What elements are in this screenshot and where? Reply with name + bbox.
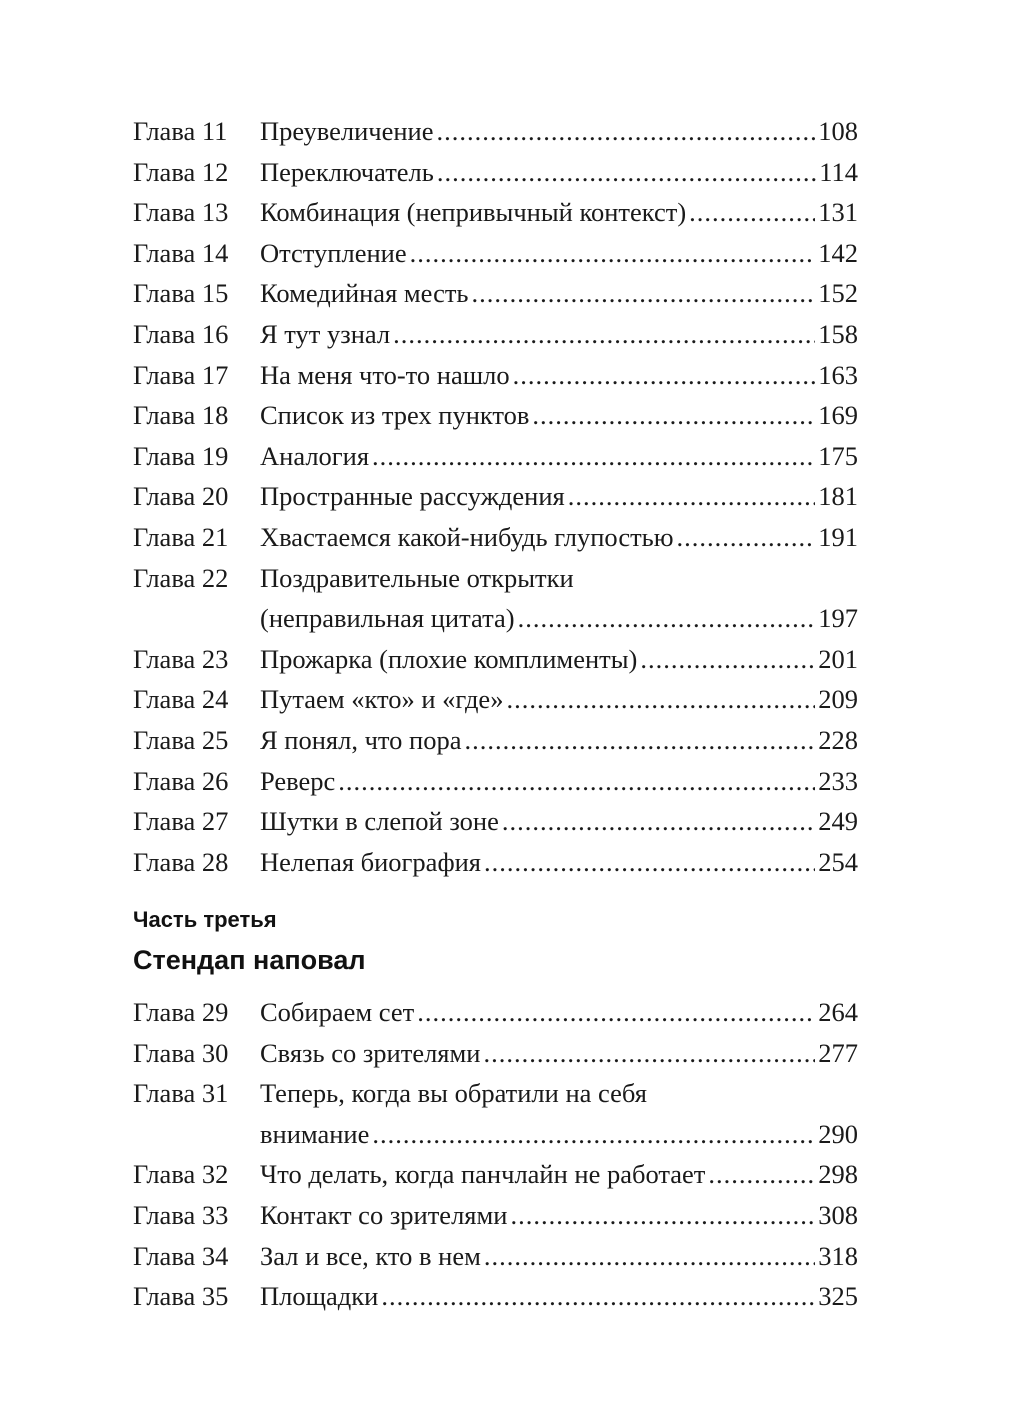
- chapter-number: Глава 13: [133, 197, 229, 228]
- page-number: 308: [818, 1199, 858, 1230]
- page-number: 152: [818, 278, 858, 309]
- title-line: [260, 436, 858, 477]
- page-number: 249: [818, 806, 858, 837]
- page-number: 142: [818, 237, 858, 268]
- toc-entry[interactable]: [133, 679, 858, 720]
- page-number: 181: [818, 481, 858, 512]
- dot-leader: [417, 992, 815, 1033]
- page-number: 325: [818, 1281, 858, 1312]
- title-line: [260, 476, 858, 517]
- title-line: [260, 517, 858, 558]
- page-number: 108: [818, 116, 858, 146]
- dot-leader: [708, 1154, 815, 1195]
- chapter-number: Глава 18: [133, 400, 229, 431]
- title-line: [260, 192, 858, 233]
- chapter-title: Комедийная месть: [260, 278, 469, 309]
- title-line: [260, 842, 858, 883]
- entry-body: [260, 395, 858, 436]
- entry-body: [260, 1236, 858, 1277]
- title-line: [260, 233, 858, 274]
- dot-leader: [513, 355, 816, 396]
- title-line: [260, 1195, 858, 1236]
- entry-body: [260, 801, 858, 842]
- chapter-number: Глава 20: [133, 481, 229, 512]
- page-number: 209: [818, 684, 858, 715]
- chapter-number: Глава 26: [133, 765, 229, 796]
- toc-entry[interactable]: [133, 842, 858, 883]
- toc-entry[interactable]: [133, 1154, 858, 1195]
- chapter-title: Собираем сет: [260, 997, 415, 1027]
- toc-entry[interactable]: [133, 517, 858, 558]
- dot-leader: [510, 1195, 815, 1236]
- toc-entry[interactable]: [133, 720, 858, 761]
- dot-leader: [437, 152, 816, 193]
- chapter-title: Преувеличение: [260, 116, 434, 146]
- chapter-title: Шутки в слепой зоне: [260, 806, 499, 837]
- title-line: [260, 761, 858, 802]
- toc-entry[interactable]: [133, 192, 858, 233]
- entry-body: [260, 842, 858, 883]
- chapter-number: Глава 14: [133, 237, 229, 268]
- title-line: [260, 395, 858, 436]
- dot-leader: [689, 192, 815, 233]
- title-line: [260, 314, 858, 355]
- dot-leader: [393, 314, 815, 355]
- title-line: [260, 639, 858, 680]
- entry-body: [260, 111, 858, 152]
- page-number: 290: [818, 1118, 858, 1149]
- chapter-title: Прожарка (плохие комплименты): [260, 643, 638, 674]
- chapter-title: Теперь, когда вы обратили на себя: [260, 1078, 647, 1109]
- dot-leader: [532, 395, 815, 436]
- entry-body: [260, 1195, 858, 1236]
- toc-entry[interactable]: [133, 152, 858, 193]
- entry-body: [260, 1073, 858, 1154]
- title-line: [260, 273, 858, 314]
- page-number: 318: [818, 1240, 858, 1271]
- title-line: [260, 1073, 858, 1114]
- page-number: 158: [818, 318, 858, 349]
- entry-body: [260, 314, 858, 355]
- toc-entry[interactable]: [133, 111, 858, 152]
- page-number: 191: [818, 521, 858, 552]
- toc-entry[interactable]: [133, 639, 858, 680]
- title-line: [260, 111, 858, 152]
- toc-entry[interactable]: [133, 273, 858, 314]
- chapter-title: Хвастаемся какой-нибудь глупостью: [260, 521, 674, 552]
- entry-body: [260, 273, 858, 314]
- page-number: 175: [818, 440, 858, 471]
- entry-body: [260, 517, 858, 558]
- chapter-number: Глава 35: [133, 1281, 229, 1312]
- part-title: Стендап наповал: [133, 945, 366, 975]
- title-line: [260, 598, 858, 639]
- toc-entry[interactable]: [133, 233, 858, 274]
- toc-entry[interactable]: [133, 355, 858, 396]
- title-line: [260, 152, 858, 193]
- title-line: [260, 1236, 858, 1277]
- page-number: 163: [818, 359, 858, 390]
- chapter-number: Глава 30: [133, 1037, 229, 1068]
- chapter-number: Глава 34: [133, 1240, 229, 1271]
- chapter-title: Контакт со зрителями: [260, 1199, 508, 1230]
- title-line: [260, 1114, 858, 1155]
- chapter-number: Глава 29: [133, 997, 229, 1027]
- entry-body: [260, 476, 858, 517]
- chapter-number: Глава 16: [133, 318, 229, 349]
- chapter-number: Глава 22: [133, 562, 229, 593]
- entry-body: [260, 679, 858, 720]
- toc-entry[interactable]: [133, 314, 858, 355]
- title-line: [260, 355, 858, 396]
- dot-leader: [483, 1033, 815, 1074]
- page-number: 264: [818, 997, 858, 1027]
- title-line: [260, 1154, 858, 1195]
- dot-leader: [410, 233, 816, 274]
- chapter-number: Глава 33: [133, 1199, 229, 1230]
- chapter-number: Глава 11: [133, 116, 228, 146]
- chapter-title: Я тут узнал: [260, 318, 391, 349]
- title-line: [260, 720, 858, 761]
- chapter-title: Связь со зрителями: [260, 1037, 481, 1068]
- entry-body: [260, 1033, 858, 1074]
- page-number: 233: [818, 765, 858, 796]
- page-number: 228: [818, 724, 858, 755]
- page-number: 201: [818, 643, 858, 674]
- title-line: [260, 801, 858, 842]
- entry-body: [260, 192, 858, 233]
- chapter-number: Глава 28: [133, 846, 229, 877]
- dot-leader: [372, 436, 815, 477]
- entry-body: [260, 558, 858, 639]
- title-line: [260, 992, 858, 1033]
- dot-leader: [677, 517, 816, 558]
- chapter-title: Аналогия: [260, 440, 370, 471]
- dot-leader: [338, 761, 815, 802]
- entry-body: [260, 1154, 858, 1195]
- chapter-title: Путаем «кто» и «где»: [260, 684, 504, 715]
- page-number: 169: [818, 400, 858, 431]
- dot-leader: [502, 801, 815, 842]
- chapter-number: Глава 31: [133, 1078, 229, 1109]
- toc-list-part-three: [133, 992, 858, 1317]
- chapter-number: Глава 12: [133, 156, 229, 187]
- toc-entry[interactable]: [133, 1073, 858, 1154]
- dot-leader: [518, 598, 816, 639]
- chapter-number: Глава 19: [133, 440, 229, 471]
- dot-leader: [381, 1276, 815, 1317]
- toc-entry[interactable]: [133, 558, 858, 639]
- page-number: 254: [818, 846, 858, 877]
- toc-entry[interactable]: [133, 992, 858, 1033]
- chapter-title: Площадки: [260, 1281, 379, 1312]
- chapter-number: Глава 32: [133, 1159, 229, 1190]
- chapter-number: Глава 27: [133, 806, 229, 837]
- dot-leader: [436, 111, 815, 152]
- title-line: [260, 558, 858, 599]
- chapter-number: Глава 23: [133, 643, 229, 674]
- chapter-title: Пространные рассуждения: [260, 481, 565, 512]
- toc-entry[interactable]: [133, 1033, 858, 1074]
- title-line: [260, 1033, 858, 1074]
- entry-body: [260, 233, 858, 274]
- chapter-title: (неправильная цитата): [260, 603, 515, 634]
- toc-entry[interactable]: [133, 1276, 858, 1317]
- dot-leader: [472, 273, 816, 314]
- entry-body: [260, 355, 858, 396]
- toc-entry[interactable]: [133, 801, 858, 842]
- dot-leader: [568, 476, 816, 517]
- entry-body: [260, 992, 858, 1033]
- toc-entry[interactable]: [133, 1236, 858, 1277]
- page-number: 114: [819, 156, 858, 187]
- entry-body: [260, 1276, 858, 1317]
- page-number: 131: [818, 197, 858, 228]
- entry-body: [260, 639, 858, 680]
- chapter-title: Отступление: [260, 237, 407, 268]
- chapter-title: Комбинация (непривычный контекст): [260, 197, 687, 228]
- title-line: [260, 679, 858, 720]
- entry-body: [260, 720, 858, 761]
- page-number: 277: [818, 1037, 858, 1068]
- part-label: Часть третья: [133, 907, 277, 932]
- toc-entry[interactable]: [133, 761, 858, 802]
- entry-body: [260, 152, 858, 193]
- chapter-number: Глава 25: [133, 724, 229, 755]
- toc-entry[interactable]: [133, 436, 858, 477]
- toc-entry[interactable]: [133, 395, 858, 436]
- toc-list-part-two: [133, 111, 858, 882]
- chapter-title: Поздравительные открытки: [260, 562, 574, 593]
- dot-leader: [372, 1114, 815, 1155]
- dot-leader: [640, 639, 815, 680]
- page-number: 298: [818, 1159, 858, 1190]
- dot-leader: [484, 1236, 815, 1277]
- dot-leader: [484, 842, 815, 883]
- chapter-title: Реверс: [260, 765, 336, 796]
- dot-leader: [464, 720, 815, 761]
- chapter-title: Список из трех пунктов: [260, 400, 530, 431]
- chapter-title: Что делать, когда панчлайн не работает: [260, 1159, 706, 1190]
- chapter-number: Глава 21: [133, 521, 229, 552]
- title-line: [260, 1276, 858, 1317]
- chapter-title: Я понял, что пора: [260, 724, 462, 755]
- dot-leader: [506, 679, 815, 720]
- chapter-number: Глава 24: [133, 684, 229, 715]
- chapter-title: На меня что-то нашло: [260, 359, 510, 390]
- chapter-number: Глава 15: [133, 278, 229, 309]
- entry-body: [260, 761, 858, 802]
- chapter-title: Переключатель: [260, 156, 434, 187]
- chapter-number: Глава 17: [133, 359, 229, 390]
- page-number: 197: [818, 603, 858, 634]
- entry-body: [260, 436, 858, 477]
- chapter-title: внимание: [260, 1118, 370, 1149]
- chapter-title: Нелепая биография: [260, 846, 481, 877]
- toc-entry[interactable]: [133, 476, 858, 517]
- toc-entry[interactable]: [133, 1195, 858, 1236]
- chapter-title: Зал и все, кто в нем: [260, 1240, 481, 1271]
